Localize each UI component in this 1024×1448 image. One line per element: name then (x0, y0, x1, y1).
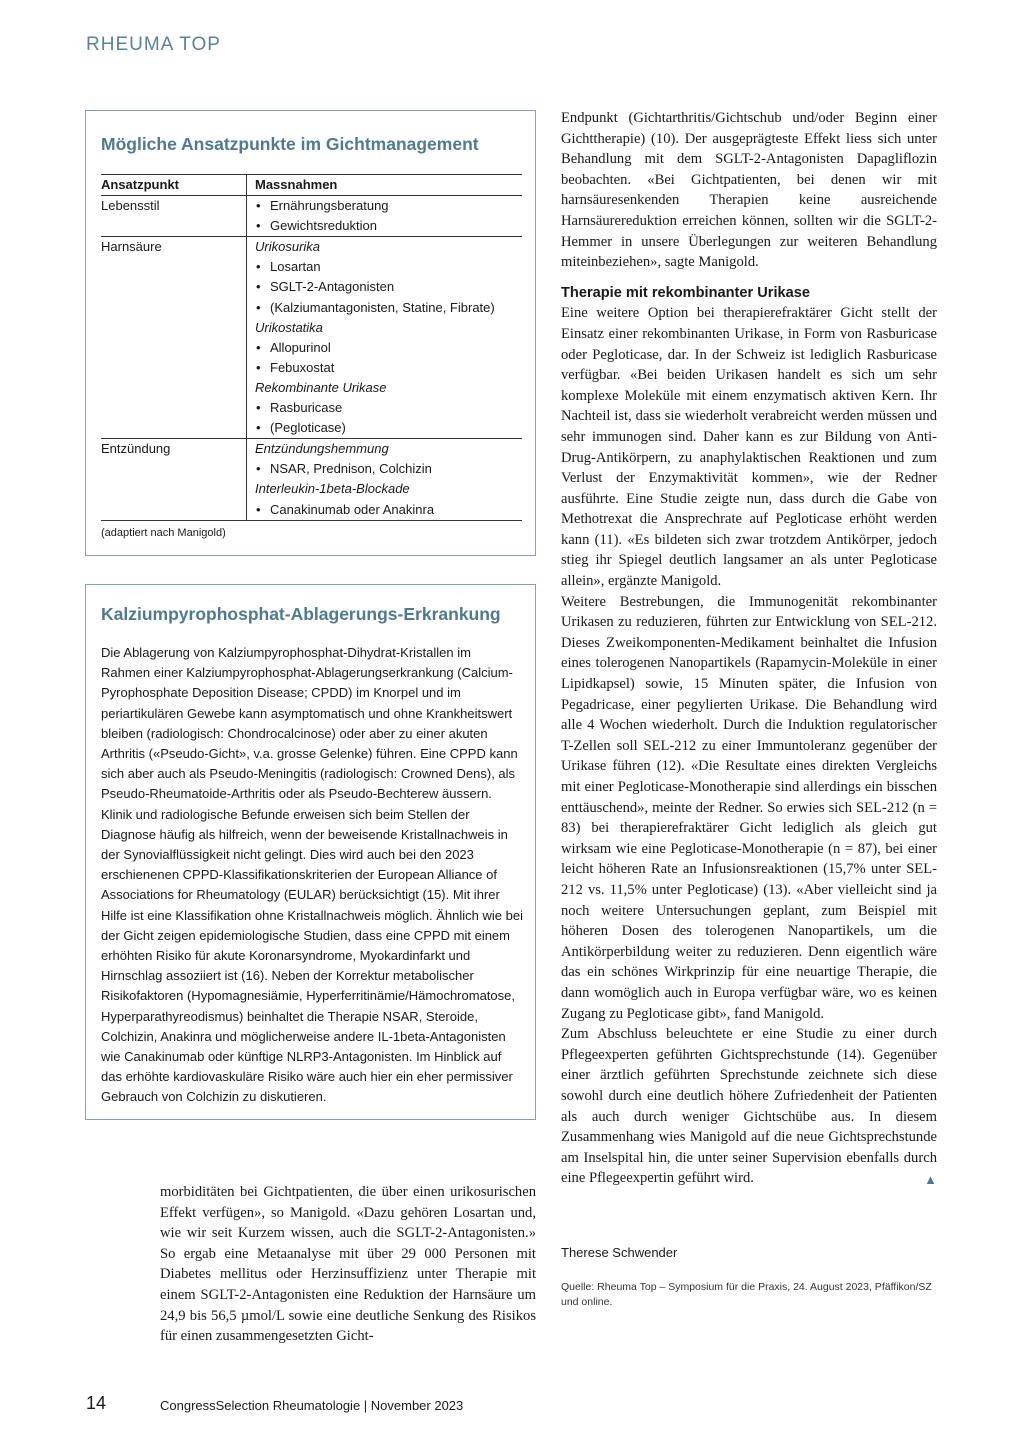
gout-management-box (85, 110, 536, 556)
article-text-right (561, 108, 937, 1191)
row-measures (247, 196, 523, 237)
paragraph-text: Zum Abschluss beleuchtete er eine Studie zu einer durch Pflegeexperten geführten Gichtsprechstunde (14). Gegenüber einer ärztlich geführten Sprechstunde zeichnete sich diese sowohl durch eine deutlich höhere Zufriedenheit der Patienten als auch durch weniger Gichtschübe aus. In diesem Zusammenhang wies Manigold auf die neue Gichtsprechstunde am Inselspital hin, die unter seiner Supervision ebenfalls durch eine Pflegeexpertin geführt wird. (561, 1026, 937, 1187)
publication-info: CongressSelection Rheumatologie | November 2023 (160, 1398, 464, 1413)
paragraph: Endpunkt (Gichtarthritis/Gichtschub und/oder Beginn einer Gichttherapie) (10). Der ausgeprägteste Effekt liess sich unter Behandlung mit dem SGLT-2-Antagonisten Dapagliflozin beobachten. «Bei Gichtpatienten, bei denen wir mit harnsäuresenkenden Therapien keine ausreichende Harnsäurereduktion erreichen können, sollten wir die SGLT-2-Hemmer in unsere Überlegungen zur weiteren Behandlung miteinbeziehen», sagte Manigold. (561, 110, 937, 271)
paragraph: Weitere Bestrebungen, die Immunogenität rekombinanter Urikasen zu reduzieren, führten zur Entwicklung von SEL-212. Dieses Zweikomponenten-Medikament beinhaltet die Infusion eines tolerogenen Nanopartikels (Rapamycin-Moleküle in einer Lipidkapsel) sowie, 15 Minuten später, die Infusion von Pegadricase, einer pegylierten Urikase. Die Behandlung wird alle 4 Wochen wiederholt. Durch die Induktion regulatorischer T-Zellen soll SEL-212 zu einer Immuntoleranz gegenüber der Urikase führen (12). «Die Resultate eines direkten Vergleichs mit einer Pegloticase-Monotherapie sind allerdings ein bisschen enttäuschend», meinte der Redner. So erwies sich SEL-212 (n = 83) bei therapierefraktärer Gicht lediglich als gleich gut wirksam wie eine Pegloticase-Monotherapie (n = 87), bei einer leicht höheren Rate an Infusionsreaktionen (15,7% unter SEL-212 vs. 11,5% unter Pegloticase) (13). «Aber vielleicht sind ja noch weitere Untersuchungen geplant, zum Beispiel mit höheren Dosen des tolerogenen Nanopartikels, um die Antikörperbildung weiter zu reduzieren. Denn eigentlich wäre das ein schönes Wirkprinzip für eine neuartige Therapie, die dann womöglich auch in Europa verfügbar wäre, wo es keinen Zugang zu Pegloticase gibt», fand Manigold. (561, 593, 937, 1022)
category-label: Interleukin-1beta-Blockade (255, 481, 410, 497)
approach-table (101, 174, 522, 521)
bullet-item: • Losartan (255, 257, 522, 277)
source-note: Quelle: Rheuma Top – Symposium für die Praxis, 24. August 2023, Pfäffikon/SZ und online. (561, 1281, 932, 1308)
category-label: Urikosurika (255, 239, 321, 255)
bullet-item: • SGLT-2-Antagonisten (255, 277, 522, 297)
bullet-item: • Rasburicase (255, 398, 522, 418)
box-title: Mögliche Ansatzpunkte im Gichtmanagement (101, 134, 479, 154)
row-measures (247, 237, 523, 439)
author: Therese Schwender (561, 1245, 678, 1260)
table-row (101, 439, 522, 520)
row-measures (247, 439, 523, 520)
category-label: Urikostatika (255, 319, 323, 335)
subheading: Therapie mit rekombinanter Urikase (561, 284, 810, 301)
bullet-item: • Allopurinol (255, 338, 522, 358)
box-body-text: Die Ablagerung von Kalziumpyrophosphat-Dihydrat-Kristallen im Rahmen einer Kalziumpyrophosphat-Ablagerungserkrankung (Calcium-Pyrophosphate Deposition Disease; CPDD) im Knorpel und im periartikulären Gewebe kann asymptomatisch und ohne Krankheitswert bleiben (radiologisch: Chondrocalcinose) oder aber zu einer akuten Arthritis («Pseudo-Gicht», v.a. grosse Gelenke) führen. Eine CPPD kann sich aber auch als Pseudo-Meningitis (radiologisch: Crowned Dens), als Pseudo-Rheumatoide-Arthritis oder als Pseudo-Bechterew äussern. Klinik und radiologische Befunde erweisen sich beim Stellen der Diagnose häufig als hilfreich, wenn der beweisende Kristallnachweis in der Synovialflüssigkeit nicht gelingt. Dies wird auch bei den 2023 erschienenen CPPD-Klassifikationskriterien der European Alliance of Associations for Rheumatology (EULAR) berücksichtigt (15). Mit ihrer Hilfe ist eine Klassifikation ohne Kristallnachweis möglich. Ähnlich wie bei der Gicht zeigen epidemiologische Studien, dass eine CPPD mit einem erhöhten Risiko für akute Koronarsyndrome, Myokardinfarkt und Hirnschlag assoziiert ist (16). Neben der Korrektur metabolischer Risikofaktoren (Hypomagnesiämie, Hyperferritinämie/Hämochromatose, Hyperparathyreodismus) beinhaltet die Therapie NSAR, Steroide, Colchizin, Anakinra und möglicherweise andere IL-1beta-Antagonisten wie Canakinumab oder künftige NLRP3-Antagonisten. Im Hinblick auf das erhöhte kardiovaskuläre Risiko wäre auch hier ein eher permissiver Gebrauch von Colchizin zu diskutieren. (101, 645, 523, 1105)
row-label: Harnsäure (101, 239, 162, 255)
end-of-article-icon: ▲ (924, 1172, 937, 1188)
bullet-item: • Febuxostat (255, 358, 522, 378)
column-header: Massnahmen (247, 175, 523, 196)
table-note: (adaptiert nach Manigold) (101, 527, 226, 539)
bullet-item: • (Kalziumantagonisten, Statine, Fibrate) (255, 298, 522, 318)
table-row (101, 196, 522, 237)
bullet-item: • Ernährungsberatung (255, 196, 522, 216)
bullet-item: • Canakinumab oder Anakinra (255, 500, 522, 520)
page-number: 14 (86, 1393, 107, 1413)
table-body (101, 196, 522, 521)
row-label: Entzündung (101, 441, 171, 457)
bullet-item: • NSAR, Prednison, Colchizin (255, 459, 522, 479)
section-header: RHEUMA TOP (86, 34, 221, 55)
paragraph (561, 1024, 937, 1189)
category-label: Entzündungshemmung (255, 441, 389, 457)
table-header-row (101, 175, 522, 196)
cppd-box (85, 584, 536, 1120)
box-title: Kalziumpyrophosphat-Ablagerungs-Erkrankung (101, 604, 501, 624)
column-header: Ansatzpunkt (101, 177, 179, 192)
paragraph: Eine weitere Option bei therapierefraktärer Gicht stellt der Einsatz einer rekombinanten Urikase, in Form von Rasburicase oder Pegloticase, dar. In der Schweiz ist lediglich Rasburicase verfügbar. «Bei beiden Urikasen handelt es sich um sehr komplexe Moleküle mit einem enzymatisch aktiven Kern. Ihr Nachteil ist, dass sie wiederholt verabreicht werden müssen und sehr immunogen sind. Daher kann es zur Bildung von Anti-Drug-Antikörpern, zu anaphylaktischen Reaktionen und zum Verlust der Enzymaktivität kommen», wie der Redner ausführte. Eine Studie zeigte nun, dass durch die Gabe von Methotrexat die Ansprechrate auf Pegloticase erhöht werden kann (11). «Es bildeten sich zwar trotzdem Antikörper, jedoch stieg ihr Spiegel deutlich langsamer an als unter Pegloticase allein», ergänzte Manigold. (561, 305, 937, 590)
table-row (101, 237, 522, 439)
bullet-item: • Gewichtsreduktion (255, 216, 522, 236)
category-label: Rekombinante Urikase (255, 379, 387, 395)
bullet-item: • (Pegloticase) (255, 418, 522, 438)
article-text-left: morbiditäten bei Gichtpatienten, die über einen urikosurischen Effekt verfügen», so Manigold. «Dazu gehören Losartan und, wie wir seit Kurzem wissen, auch die SGLT-2-Antagonisten.» So ergab eine Metaanalyse mit über 29 000 Personen mit Diabetes mellitus oder Herzinsuffizienz unter Therapie mit einem SGLT-2-Antagonisten eine Reduktion der Harnsäure um 24,9 bis 56,5 µmol/L sowie eine deutliche Senkung des Risikos für einen zusammengesetzten Gicht- (160, 1184, 536, 1345)
row-label: Lebensstil (101, 198, 160, 214)
